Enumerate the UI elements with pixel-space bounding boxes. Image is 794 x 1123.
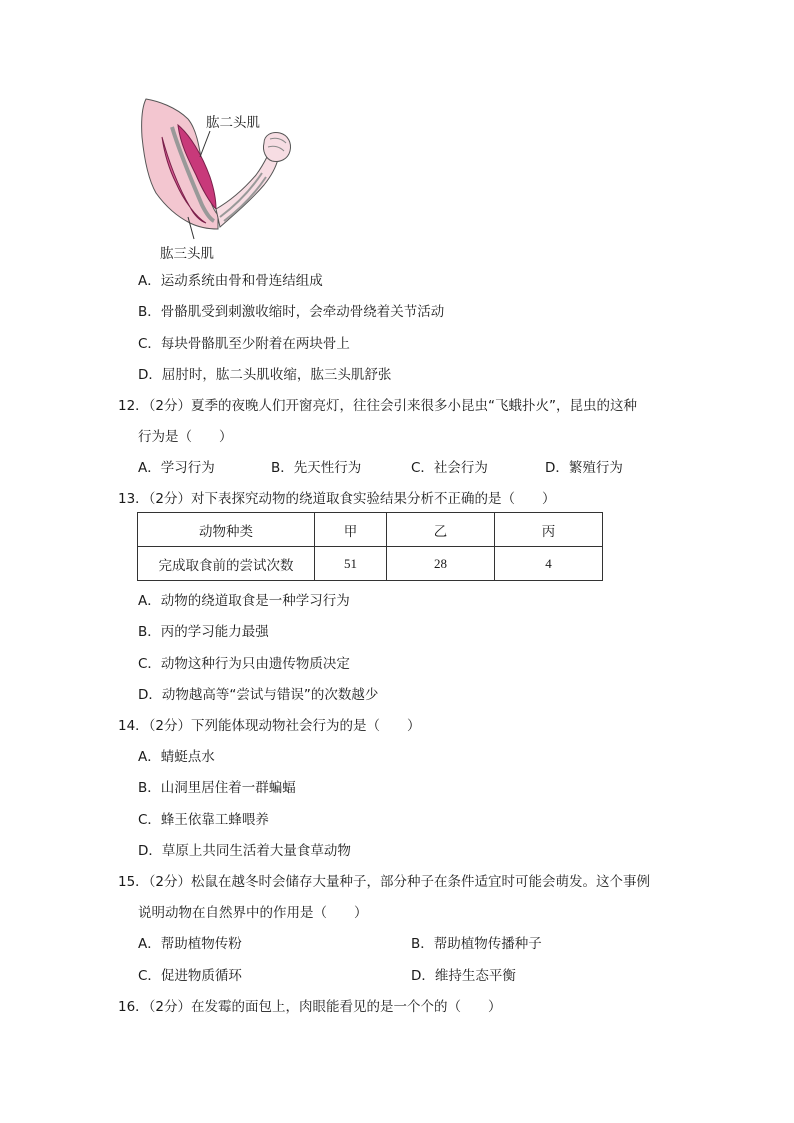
q13-option-c[interactable]: C．动物这种行为只由遗传物质决定 [138, 656, 350, 672]
q14-stem: 14．（2分）下列能体现动物社会行为的是（ ） [118, 718, 421, 734]
table-header-row [138, 513, 603, 547]
q15-option-c[interactable]: C．促进物质循环 [138, 968, 242, 984]
q12-option-c[interactable]: C．社会行为 [411, 460, 488, 476]
table-cell: 完成取食前的尝试次数 [138, 547, 315, 581]
table-header-cell: 乙 [387, 513, 495, 547]
table-cell: 51 [315, 547, 387, 581]
q13-option-b[interactable]: B．丙的学习能力最强 [138, 624, 269, 640]
table-header-cell: 甲 [315, 513, 387, 547]
q12-option-d[interactable]: D．繁殖行为 [545, 460, 623, 476]
table-row [138, 547, 603, 581]
q14-option-c[interactable]: C．蜂王依靠工蜂喂养 [138, 812, 269, 828]
q15-stem-line2: 说明动物在自然界中的作用是（ ） [138, 905, 368, 921]
q11-option-a[interactable]: A．运动系统由骨和骨连结组成 [138, 273, 323, 289]
table-header-cell: 动物种类 [138, 513, 315, 547]
table-header-cell: 丙 [495, 513, 603, 547]
q15-stem-line1: 15．（2分）松鼠在越冬时会储存大量种子，部分种子在条件适宜时可能会萌发。这个事例 [118, 874, 651, 890]
q14-option-a[interactable]: A．蜻蜓点水 [138, 749, 215, 765]
q15-option-b[interactable]: B．帮助植物传播种子 [411, 936, 542, 952]
q14-option-d[interactable]: D．草原上共同生活着大量食草动物 [138, 843, 351, 859]
q11-option-b[interactable]: B．骨骼肌受到刺激收缩时，会牵动骨绕着关节活动 [138, 304, 445, 320]
q12-option-b[interactable]: B．先天性行为 [271, 460, 362, 476]
table-cell: 4 [495, 547, 603, 581]
q14-option-b[interactable]: B．山洞里居住着一群蝙蝠 [138, 780, 296, 796]
q12-stem-line2: 行为是（ ） [138, 429, 233, 445]
q13-option-a[interactable]: A．动物的绕道取食是一种学习行为 [138, 593, 350, 609]
q13-option-d[interactable]: D．动物越高等“尝试与错误”的次数越少 [138, 687, 379, 703]
biceps-leader-line [200, 131, 210, 157]
q15-option-d[interactable]: D．维持生态平衡 [411, 968, 516, 984]
q11-option-d[interactable]: D．屈肘时，肱二头肌收缩，肱三头肌舒张 [138, 367, 392, 383]
experiment-results-table [137, 512, 603, 581]
q16-stem: 16．（2分）在发霉的面包上，肉眼能看见的是一个个的（ ） [118, 999, 502, 1015]
table-cell: 28 [387, 547, 495, 581]
q15-option-a[interactable]: A．帮助植物传粉 [138, 936, 242, 952]
q11-option-c[interactable]: C．每块骨骼肌至少附着在两块骨上 [138, 336, 350, 352]
q12-stem-line1: 12．（2分）夏季的夜晚人们开窗亮灯，往往会引来很多小昆虫“飞蛾扑火”，昆虫的这种 [118, 398, 638, 414]
biceps-label: 肱二头肌 [206, 115, 260, 131]
q13-stem: 13．（2分）对下表探究动物的绕道取食实验结果分析不正确的是（ ） [118, 491, 556, 507]
arm-muscle-figure [138, 97, 298, 265]
triceps-label: 肱三头肌 [160, 246, 214, 262]
q12-option-a[interactable]: A．学习行为 [138, 460, 215, 476]
